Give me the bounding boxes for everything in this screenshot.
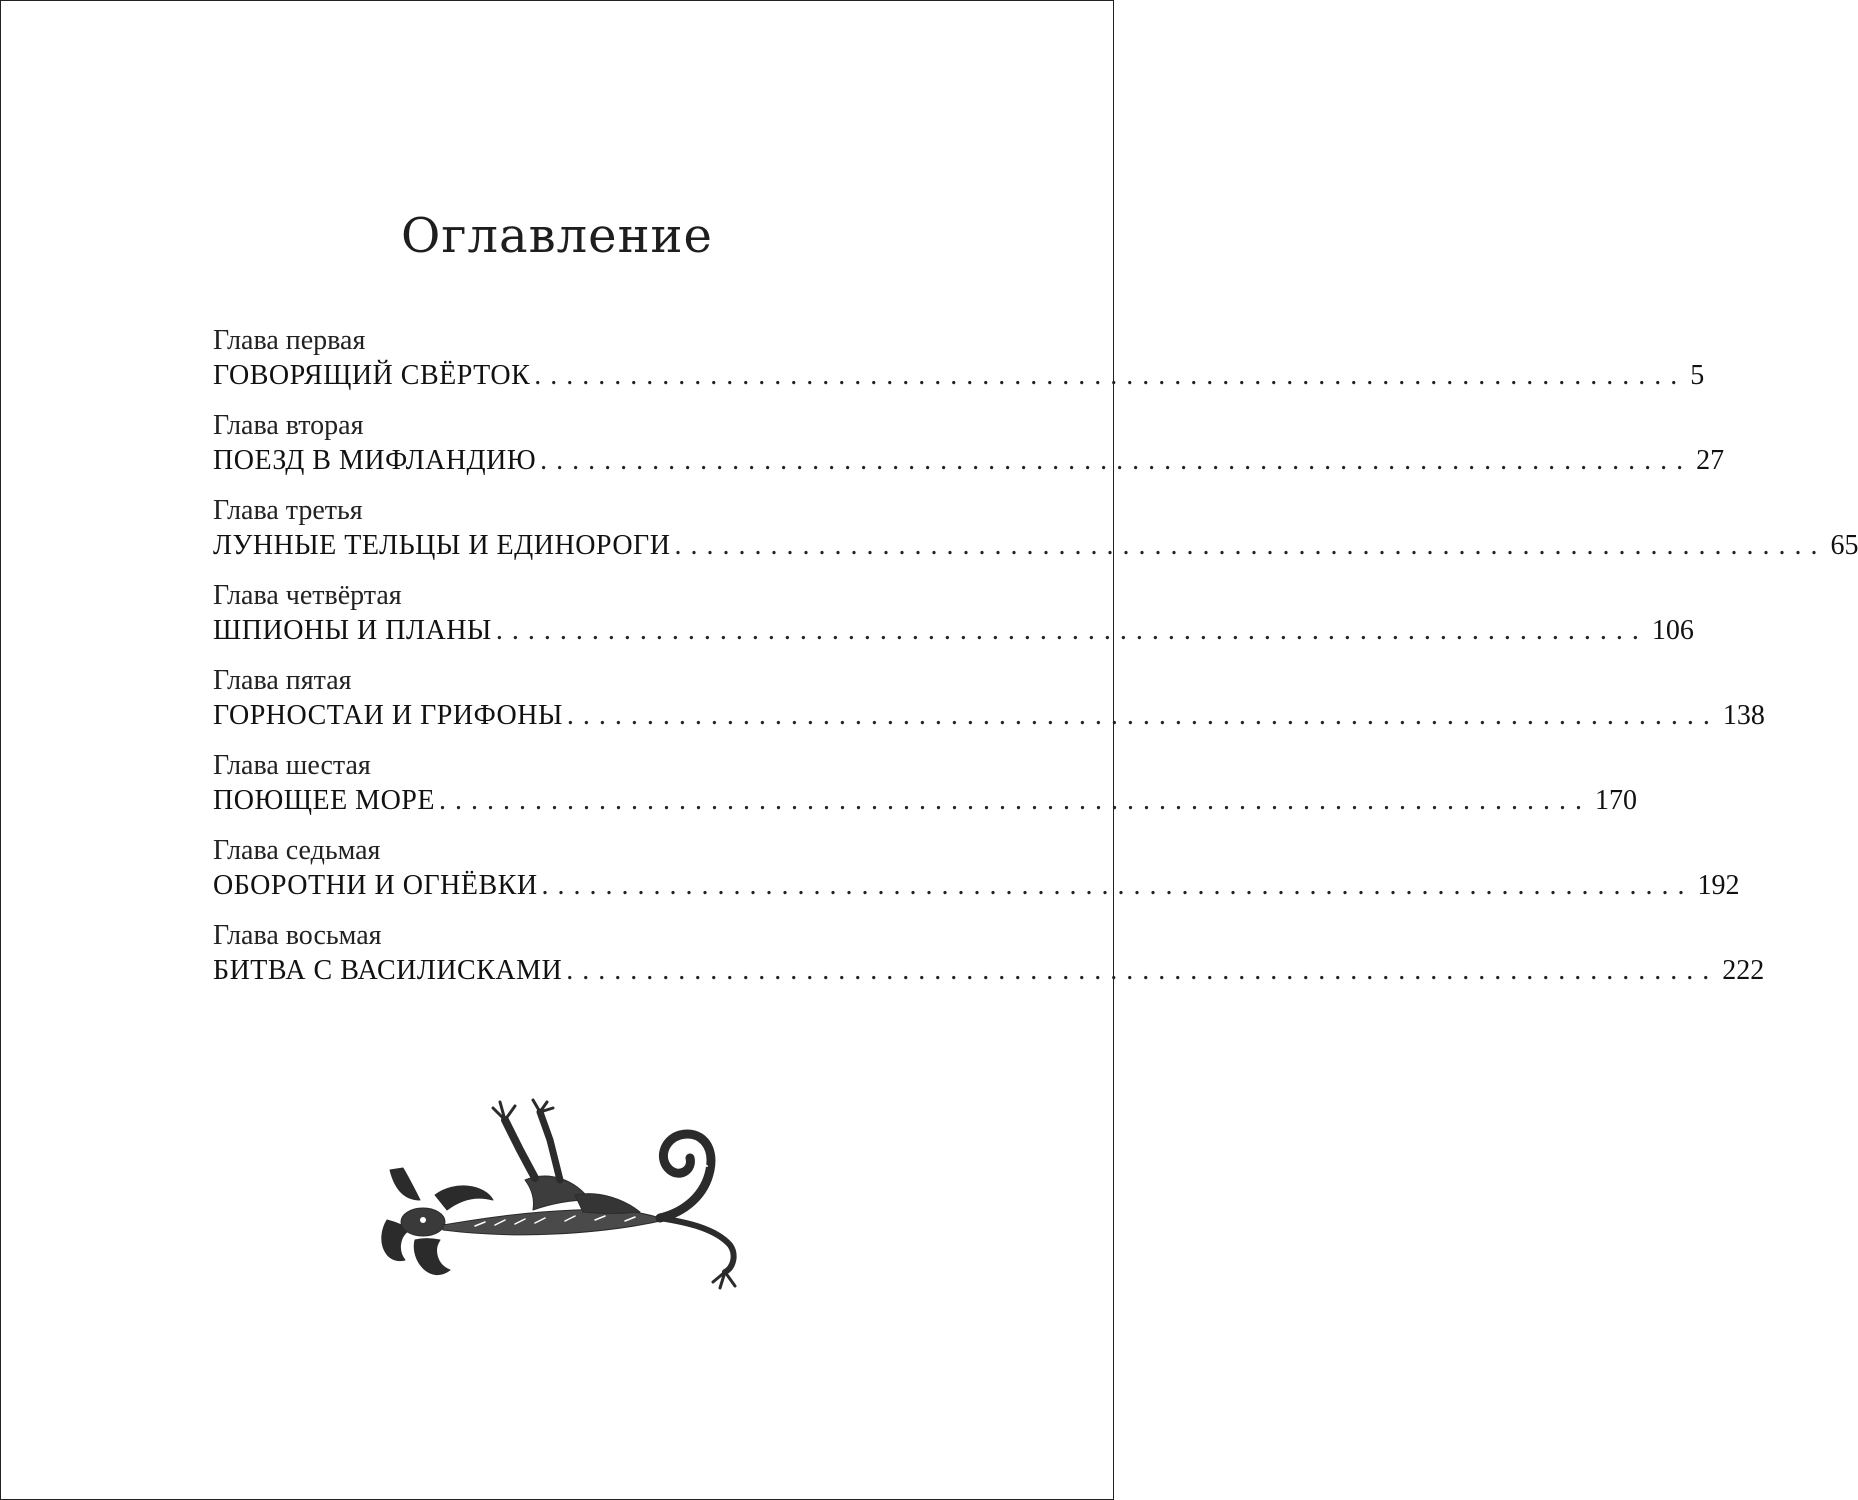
toc-entry[interactable]: [213, 324, 1705, 409]
leader-dots: ........................................................................: [438, 785, 1591, 816]
leader-dots: ........................................................................: [495, 615, 1648, 646]
chapter-title: ПОЮЩЕЕ МОРЕ: [213, 785, 435, 816]
chapter-label: Глава четвёртая: [213, 580, 402, 611]
chapter-label: Глава первая: [213, 325, 366, 356]
page-number: 65: [1830, 530, 1858, 561]
table-of-contents: [213, 324, 1858, 1004]
chapter-label: Глава пятая: [213, 665, 352, 696]
toc-entry[interactable]: [213, 664, 1765, 749]
chapter-line: [213, 783, 1637, 819]
leader-dots: ........................................................................: [540, 445, 1693, 476]
chapter-title: БИТВА С ВАСИЛИСКАМИ: [213, 955, 563, 986]
leader-dots: ........................................................................: [566, 955, 1719, 986]
chapter-line: [213, 698, 1765, 734]
toc-entry[interactable]: [213, 749, 1637, 834]
chapter-line: [213, 443, 1725, 479]
chapter-title: ЛУННЫЕ ТЕЛЬЦЫ И ЕДИНОРОГИ: [213, 530, 671, 561]
dragon-crest: [390, 1168, 420, 1200]
leader-dots: ........................................................................: [541, 870, 1694, 901]
page-number: 5: [1690, 360, 1705, 391]
chapter-label: Глава восьмая: [213, 920, 382, 951]
chapter-label: Глава третья: [213, 495, 363, 526]
leader-dots: ........................................................................: [674, 530, 1827, 561]
chapter-label: Глава вторая: [213, 410, 364, 441]
chapter-title: ОБОРОТНИ И ОГНЁВКИ: [213, 870, 538, 901]
toc-entry[interactable]: [213, 409, 1725, 494]
page-number: 27: [1696, 445, 1725, 476]
chapter-title: ГОВОРЯЩИЙ СВЁРТОК: [213, 360, 531, 391]
chapter-title: ГОРНОСТАИ И ГРИФОНЫ: [213, 700, 563, 731]
chapter-line: [213, 868, 1740, 904]
toc-entry[interactable]: [213, 919, 1765, 1004]
toc-entry[interactable]: [213, 494, 1858, 579]
page-number: 170: [1594, 785, 1637, 816]
chapter-label: Глава шестая: [213, 750, 371, 781]
page-number: 222: [1722, 955, 1765, 986]
leader-dots: ........................................................................: [566, 700, 1719, 731]
chapter-line: [213, 613, 1694, 649]
chapter-label: Глава седьмая: [213, 835, 381, 866]
page-number: 106: [1651, 615, 1694, 646]
chapter-line: [213, 953, 1765, 989]
toc-entry[interactable]: [213, 579, 1694, 664]
dragon-body: [443, 1209, 665, 1234]
toc-entry[interactable]: [213, 834, 1740, 919]
page-number: 138: [1722, 700, 1765, 731]
page-number: 192: [1697, 870, 1740, 901]
dragon-illustration: [375, 1100, 755, 1300]
chapter-title: ПОЕЗД В МИФЛАНДИЮ: [213, 445, 537, 476]
chapter-line: [213, 358, 1705, 394]
chapter-title: ШПИОНЫ И ПЛАНЫ: [213, 615, 492, 646]
page-title: Оглавление: [401, 208, 713, 264]
leader-dots: ........................................................................: [534, 360, 1687, 391]
chapter-line: [213, 528, 1858, 564]
dragon-leg: [505, 1120, 535, 1178]
